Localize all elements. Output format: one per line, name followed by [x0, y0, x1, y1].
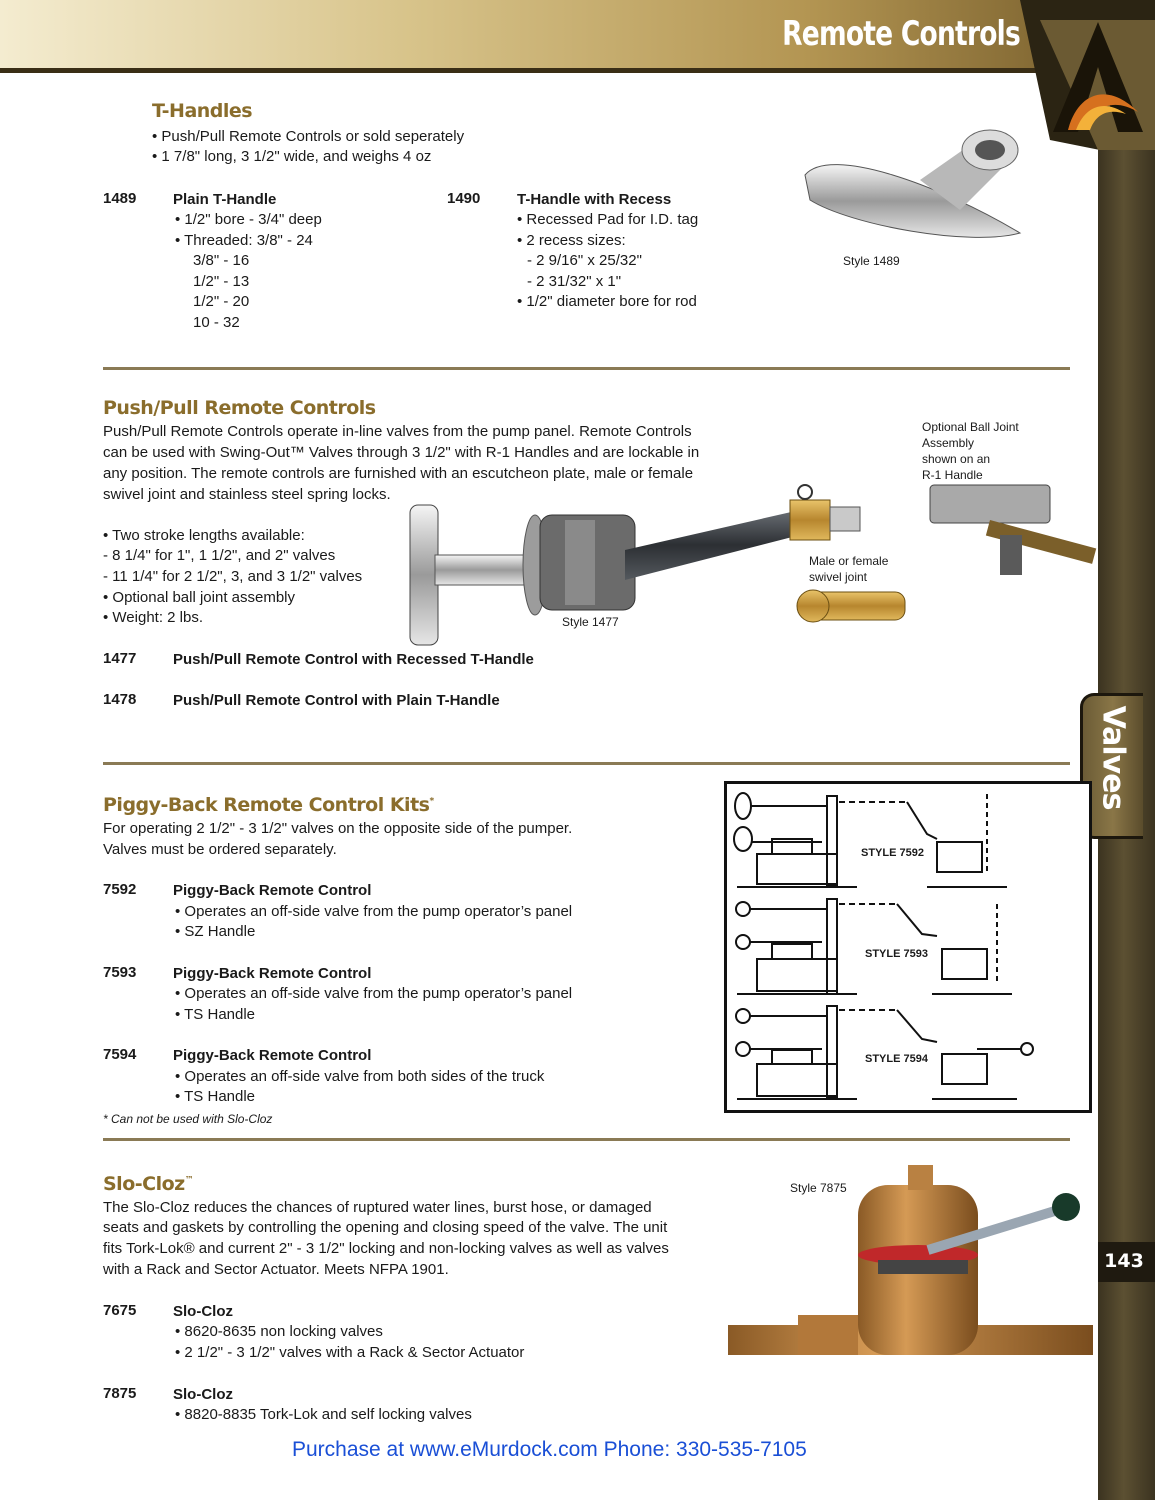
push-pull-photo	[405, 480, 1105, 650]
spec-line: • TS Handle	[175, 1006, 256, 1023]
spec-line: 3/8" - 16	[193, 252, 250, 269]
caption-line: Male or female	[809, 554, 889, 568]
photo-caption: Style 1489	[843, 254, 900, 268]
footnote: * Can not be used with Slo-Cloz	[103, 1112, 273, 1126]
section-divider	[103, 367, 1070, 370]
spec-line: - 2 31/32" x 1"	[527, 273, 622, 290]
product-code: 7593	[103, 964, 137, 981]
caption-line: shown on an	[922, 452, 991, 466]
product-code: 1489	[103, 190, 137, 207]
product-code: 1477	[103, 650, 137, 667]
figure-label: STYLE 7594	[865, 1053, 928, 1065]
spec-line: • 8620-8635 non locking valves	[175, 1323, 383, 1340]
product-name: Piggy-Back Remote Control	[173, 882, 372, 899]
photo-caption: Style 1477	[562, 615, 619, 629]
slo-cloz-title: Slo-Cloz™	[103, 1173, 194, 1195]
caption-line: Optional Ball Joint	[922, 420, 1019, 434]
bullet-line: - 11 1/4" for 2 1/2", 3, and 3 1/2" valves	[103, 568, 363, 585]
page-number: 143	[1104, 1250, 1144, 1272]
paragraph-line: any position. The remote controls are furnished with an escutcheon plate, male or female	[103, 465, 694, 482]
spec-line: - 2 9/16" x 25/32"	[527, 252, 642, 269]
t-handles-title: T-Handles	[152, 100, 253, 122]
bullet-line: • Two stroke lengths available:	[103, 527, 305, 544]
bullet-line: • Optional ball joint assembly	[103, 589, 296, 606]
page-title: Remote Controls	[782, 14, 1020, 54]
slo-cloz-photo	[728, 1165, 1093, 1360]
paragraph-line: The Slo-Cloz reduces the chances of ruptured water lines, burst hose, or damaged	[103, 1199, 652, 1216]
section-divider	[103, 762, 1070, 765]
footer-purchase-link[interactable]: Purchase at www.eMurdock.com Phone: 330-535-7105	[292, 1438, 807, 1461]
t-handles-bullet: • 1 7/8" long, 3 1/2" wide, and weighs 4 oz	[152, 148, 432, 165]
product-code: 7592	[103, 881, 137, 898]
spec-line: • 1/2" diameter bore for rod	[517, 293, 697, 310]
paragraph-line: Push/Pull Remote Controls operate in-line valves from the pump panel. Remote Controls	[103, 423, 692, 440]
product-code: 7594	[103, 1046, 137, 1063]
caption-line: swivel joint	[809, 570, 868, 584]
spec-line: • Operates an off-side valve from the pump operator’s panel	[175, 903, 573, 920]
caption-line: R-1 Handle	[922, 468, 983, 482]
product-code: 1478	[103, 691, 137, 708]
t-handle-photo	[790, 115, 1080, 265]
spec-line: 1/2" - 13	[193, 273, 250, 290]
spec-line: 10 - 32	[193, 314, 240, 331]
spec-line: • Operates an off-side valve from both sides of the truck	[175, 1068, 545, 1085]
spec-line: 1/2" - 20	[193, 293, 250, 310]
paragraph-line: swivel joint and stainless steel spring locks.	[103, 486, 391, 503]
product-name: Plain T-Handle	[173, 191, 277, 208]
paragraph-line: Valves must be ordered separately.	[103, 841, 337, 858]
paragraph-line: For operating 2 1/2" - 3 1/2" valves on the opposite side of the pumper.	[103, 820, 573, 837]
product-name: Piggy-Back Remote Control	[173, 965, 372, 982]
product-name: Push/Pull Remote Control with Recessed T-Handle	[173, 651, 534, 668]
push-pull-title: Push/Pull Remote Controls	[103, 397, 376, 419]
t-handles-bullet: • Push/Pull Remote Controls or sold seperately	[152, 128, 465, 145]
spec-line: • 2 1/2" - 3 1/2" valves with a Rack & Sector Actuator	[175, 1344, 525, 1361]
spec-line: • 1/2" bore - 3/4" deep	[175, 211, 322, 228]
product-name: T-Handle with Recess	[517, 191, 672, 208]
spec-line: • Operates an off-side valve from the pump operator’s panel	[175, 985, 573, 1002]
paragraph-line: with a Rack and Sector Actuator. Meets NFPA 1901.	[103, 1261, 449, 1278]
valves-tab-label: Valves	[1095, 705, 1131, 810]
paragraph-line: fits Tork-Lok® and current 2" - 3 1/2" locking and non-locking valves as well as valves	[103, 1240, 669, 1257]
product-name: Piggy-Back Remote Control	[173, 1047, 372, 1064]
photo-caption: Style 7875	[790, 1181, 847, 1195]
product-name: Slo-Cloz	[173, 1303, 233, 1320]
spec-line: • TS Handle	[175, 1088, 256, 1105]
spec-line: • SZ Handle	[175, 923, 256, 940]
spec-line: • Threaded: 3/8" - 24	[175, 232, 313, 249]
spec-line: • 2 recess sizes:	[517, 232, 626, 249]
product-code: 7675	[103, 1302, 137, 1319]
product-name: Push/Pull Remote Control with Plain T-Handle	[173, 692, 500, 709]
piggy-back-diagram	[724, 781, 1092, 1113]
product-code: 7875	[103, 1385, 137, 1402]
section-divider	[103, 1138, 1070, 1141]
figure-label: STYLE 7593	[865, 948, 928, 960]
spec-line: • 8820-8835 Tork-Lok and self locking valves	[175, 1406, 472, 1423]
paragraph-line: seats and gaskets by controlling the opening and closing speed of the valve. The unit	[103, 1219, 668, 1236]
bullet-line: - 8 1/4" for 1", 1 1/2", and 2" valves	[103, 547, 336, 564]
caption-line: Assembly	[922, 436, 975, 450]
figure-label: STYLE 7592	[861, 847, 924, 859]
paragraph-line: can be used with Swing-Out™ Valves through 3 1/2" with R-1 Handles and are lockable in	[103, 444, 700, 461]
product-name: Slo-Cloz	[173, 1386, 233, 1403]
piggy-back-title: Piggy-Back Remote Control Kits*	[103, 794, 434, 816]
bullet-line: • Weight: 2 lbs.	[103, 609, 204, 626]
spec-line: • Recessed Pad for I.D. tag	[517, 211, 699, 228]
product-code: 1490	[447, 190, 481, 207]
